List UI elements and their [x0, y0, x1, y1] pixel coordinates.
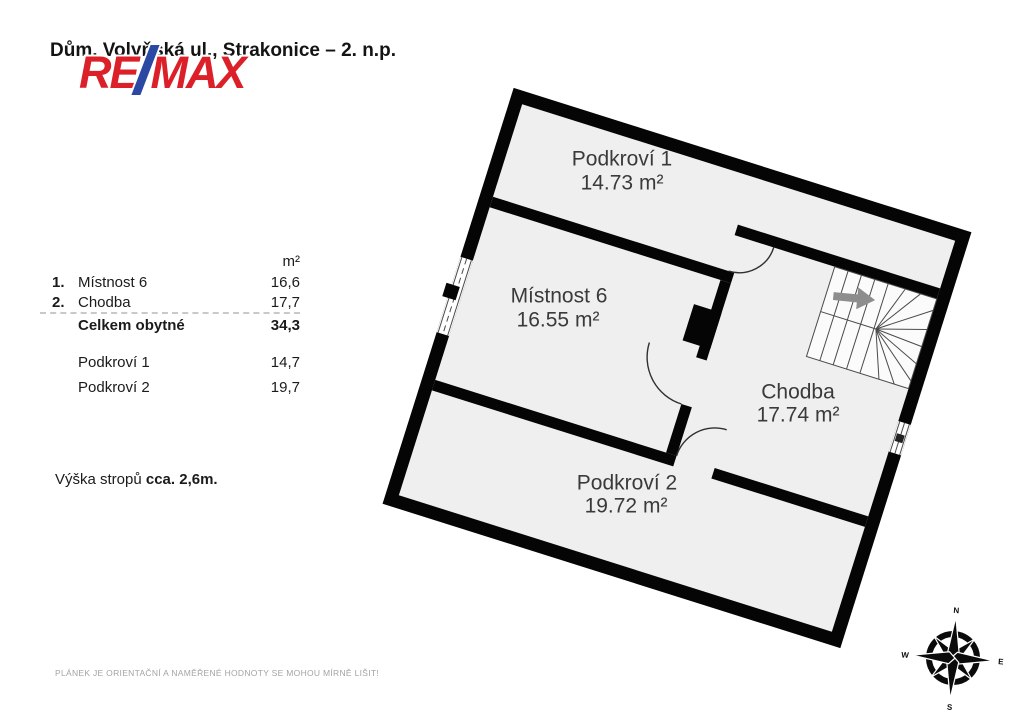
row-value: 16,6	[270, 274, 300, 291]
compass-s: S	[946, 702, 953, 713]
remax-logo	[79, 47, 245, 98]
remax-logo-max: MAX	[150, 47, 245, 98]
row-value: 14,7	[270, 354, 300, 371]
row-value: 19,7	[270, 379, 300, 396]
room-area-mistnost-6: 16.55 m²	[516, 308, 600, 332]
room-area-podkrovi-1: 14.73 m²	[580, 171, 664, 195]
total-value: 34,3	[270, 317, 300, 334]
total-label: Celkem obytné	[78, 317, 185, 334]
compass-n: N	[953, 605, 960, 616]
room-label-mistnost-6: Místnost 6	[510, 284, 608, 308]
row-index: 2.	[52, 294, 65, 311]
ceiling-note-bold: cca. 2,6m.	[145, 471, 218, 488]
room-area-podkrovi-2: 19.72 m²	[584, 494, 668, 518]
row-label: Podkroví 2	[78, 379, 150, 396]
row-value: 17,7	[270, 294, 300, 311]
compass-w: W	[900, 650, 910, 660]
room-area-chodba: 17.74 m²	[756, 403, 840, 427]
compass-e: E	[997, 657, 1004, 667]
row-label: Podkroví 1	[78, 354, 150, 371]
row-index: 1.	[52, 274, 65, 291]
page-title: Dům, Volyňská ul., Strakonice – 2. n.p.	[50, 40, 396, 61]
ceiling-note-plain: Výška stropů	[55, 471, 146, 488]
unit-header: m²	[282, 253, 300, 270]
row-label: Místnost 6	[78, 274, 148, 291]
compass-rose-icon	[898, 603, 1008, 716]
room-label-podkrovi-1: Podkroví 1	[571, 147, 673, 171]
remax-logo-re: RE	[79, 47, 138, 98]
disclaimer-text: PLÁNEK JE ORIENTAČNÍ A NAMĚŘENÉ HODNOTY SE MOHOU MÍRNĚ LIŠIT!	[55, 668, 380, 678]
floor-plan-rotated-group	[377, 86, 971, 648]
row-label: Chodba	[78, 294, 131, 311]
room-label-chodba: Chodba	[761, 380, 835, 404]
room-label-podkrovi-2: Podkroví 2	[576, 471, 678, 495]
